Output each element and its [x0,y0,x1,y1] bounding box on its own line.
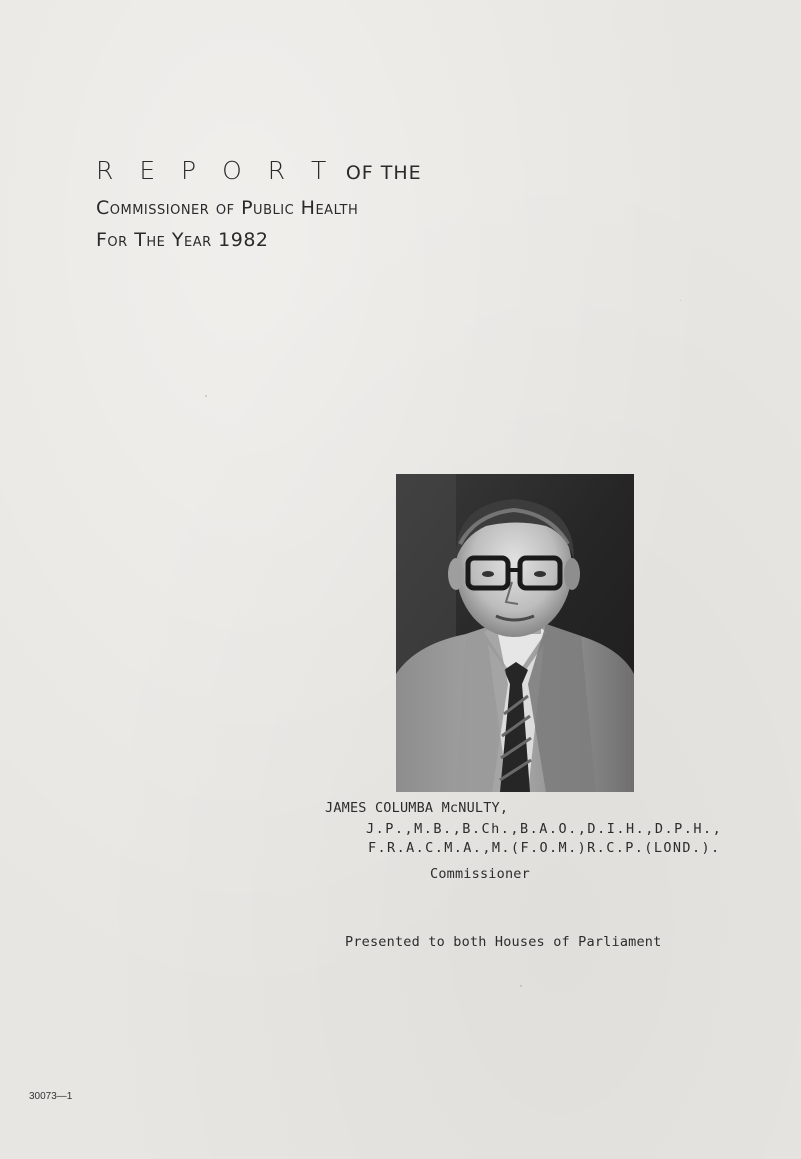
report-word: R E P O R T [96,156,336,185]
print-code: 30073—1 [29,1091,73,1102]
commissioner-role: Commissioner [430,866,530,882]
paper-speck [680,300,681,301]
title-line-year: For The Year 1982 [96,229,269,251]
qualifications-line-1: J.P.,M.B.,B.Ch.,B.A.O.,D.I.H.,D.P.H., [366,821,723,837]
paper-speck [520,985,522,987]
commissioner-portrait [396,474,634,792]
commissioner-name: JAMES COLUMBA McNULTY, [325,800,509,816]
title-line-commissioner: Commissioner of Public Health [96,197,359,219]
presented-statement: Presented to both Houses of Parliament [345,934,662,950]
paper-speck [205,395,207,397]
title-line-report [96,158,422,183]
portrait-image [396,474,634,792]
of-the-text: OF THE [345,162,422,184]
qualifications-line-2: F.R.A.C.M.A.,M.(F.O.M.)R.C.P.(LOND.). [368,840,721,856]
